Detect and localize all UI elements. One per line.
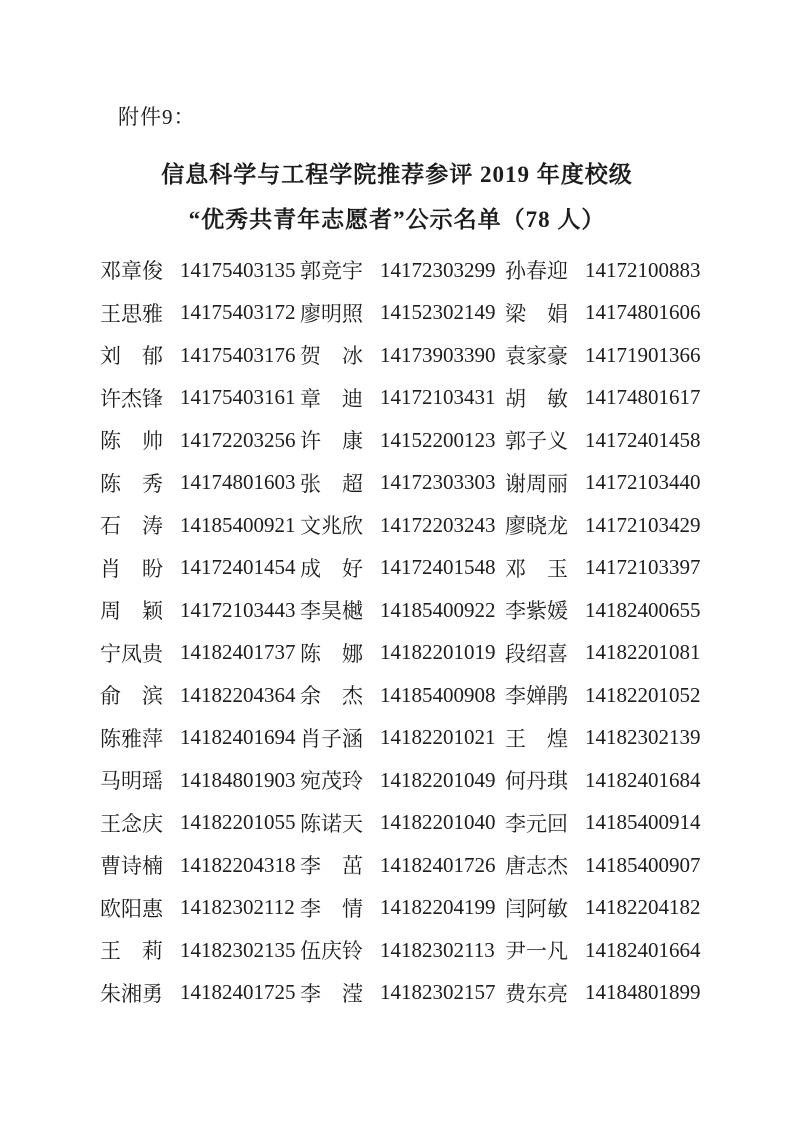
table-row	[100, 419, 701, 462]
student-name: 许杰锋	[100, 386, 163, 411]
student-name: 肖子涵	[300, 726, 363, 751]
student-id: 14182204199	[380, 895, 496, 920]
student-id: 14172401548	[380, 555, 496, 580]
table-row	[100, 717, 701, 760]
student-id: 14182302135	[180, 937, 296, 962]
student-id: 14172103397	[585, 555, 701, 580]
student-id: 14185400907	[585, 852, 701, 877]
student-name: 曹诗楠	[100, 854, 163, 879]
attachment-label: 附件9：	[118, 105, 196, 129]
student-name: 周 颖	[100, 599, 163, 624]
student-id: 14175403172	[180, 300, 296, 325]
student-id: 14185400914	[585, 810, 701, 835]
student-id: 14172103440	[585, 470, 701, 495]
student-id: 14182201055	[180, 810, 296, 835]
student-name: 王 莉	[100, 939, 163, 964]
student-id: 14175403135	[180, 257, 296, 282]
table-row	[100, 887, 701, 930]
student-id: 14182401737	[180, 640, 296, 665]
student-id: 14185400921	[180, 512, 296, 537]
student-name: 邓章俊	[100, 259, 163, 284]
table-row	[100, 929, 701, 972]
student-id: 14185400908	[380, 682, 496, 707]
student-id: 14182201052	[585, 682, 701, 707]
student-name: 李 情	[300, 896, 363, 921]
student-id: 14182204364	[180, 682, 296, 707]
student-id: 14182302112	[180, 895, 295, 920]
student-id: 14182302113	[380, 937, 495, 962]
student-id: 14172103443	[180, 597, 296, 622]
student-name: 王念庆	[100, 811, 163, 836]
student-name: 李 滢	[300, 981, 363, 1006]
student-id: 14182401684	[585, 767, 701, 792]
student-name: 郭子义	[505, 429, 568, 454]
student-id: 14172401458	[585, 427, 701, 452]
table-row	[100, 547, 701, 590]
student-name: 梁 娟	[505, 301, 568, 326]
student-name: 宛茂玲	[300, 769, 363, 794]
student-id: 14182400655	[585, 597, 701, 622]
student-id: 14182201021	[380, 725, 496, 750]
student-name: 胡 敏	[505, 386, 568, 411]
student-name: 肖 盼	[100, 556, 163, 581]
student-name: 张 超	[300, 471, 363, 496]
student-id: 14175403176	[180, 342, 296, 367]
student-id: 14171901366	[585, 342, 701, 367]
student-name: 陈雅萍	[100, 726, 163, 751]
student-name: 廖明照	[300, 301, 363, 326]
student-id: 14182204318	[180, 852, 296, 877]
student-name: 贺 冰	[300, 344, 363, 369]
student-name: 王 煌	[505, 726, 568, 751]
student-name: 尹一凡	[505, 939, 568, 964]
student-name: 费东亮	[505, 981, 568, 1006]
student-name: 闫阿敏	[505, 896, 568, 921]
table-row	[100, 632, 701, 675]
student-id: 14182204182	[585, 895, 701, 920]
student-id: 14182401664	[585, 937, 701, 962]
table-row	[100, 674, 701, 717]
student-name: 段绍喜	[505, 641, 568, 666]
student-id: 14174801617	[585, 385, 701, 410]
student-name: 李昊樾	[300, 599, 363, 624]
student-id: 14173903390	[380, 342, 496, 367]
table-row	[100, 462, 701, 505]
student-name: 李元回	[505, 811, 568, 836]
student-id: 14184801899	[585, 980, 701, 1005]
student-name: 袁家豪	[505, 344, 568, 369]
student-name: 何丹琪	[505, 769, 568, 794]
table-row	[100, 249, 701, 292]
table-row	[100, 759, 701, 802]
student-name: 伍庆铃	[300, 939, 363, 964]
student-id: 14182401694	[180, 725, 296, 750]
student-id: 14172303299	[380, 257, 496, 282]
table-row	[100, 802, 701, 845]
student-id: 14182302157	[380, 980, 496, 1005]
table-row	[100, 334, 701, 377]
student-name: 余 杰	[300, 684, 363, 709]
student-name: 欧阳惠	[100, 896, 163, 921]
student-id: 14185400922	[380, 597, 496, 622]
student-id: 14184801903	[180, 767, 296, 792]
student-id: 14182201049	[380, 767, 496, 792]
student-name: 陈 秀	[100, 471, 163, 496]
student-id: 14172100883	[585, 257, 701, 282]
student-id: 14172303303	[380, 470, 496, 495]
student-name: 章 迪	[300, 386, 363, 411]
student-name: 陈诺天	[300, 811, 363, 836]
student-name: 郭竞宇	[300, 259, 363, 284]
student-name: 成 好	[300, 556, 363, 581]
student-name: 马明瑶	[100, 769, 163, 794]
student-name: 孙春迎	[505, 259, 568, 284]
student-name: 俞 滨	[100, 684, 163, 709]
student-name: 李紫媛	[505, 599, 568, 624]
student-id: 14182401726	[380, 852, 496, 877]
student-id: 14152200123	[380, 427, 496, 452]
student-id: 14182302139	[585, 725, 701, 750]
table-row	[100, 377, 701, 420]
student-name: 刘 郁	[100, 344, 163, 369]
student-id: 14152302149	[380, 300, 496, 325]
student-name: 唐志杰	[505, 854, 568, 879]
student-id: 14182201081	[585, 640, 701, 665]
page-title-line1: 信息科学与工程学院推荐参评 2019 年度校级	[161, 162, 633, 187]
student-name: 石 涛	[100, 514, 163, 539]
student-name: 朱湘勇	[100, 981, 163, 1006]
student-name: 邓 玉	[505, 556, 568, 581]
table-row	[100, 589, 701, 632]
student-id: 14172203256	[180, 427, 296, 452]
student-name: 文兆欣	[300, 514, 363, 539]
student-name: 陈 娜	[300, 641, 363, 666]
student-name: 廖晓龙	[505, 514, 568, 539]
student-id: 14174801606	[585, 300, 701, 325]
student-name: 宁凤贵	[100, 641, 163, 666]
student-name: 李婵鹃	[505, 684, 568, 709]
student-name: 王思雅	[100, 301, 163, 326]
table-row	[100, 504, 701, 547]
table-row	[100, 972, 701, 1015]
student-id: 14182401725	[180, 980, 296, 1005]
student-id: 14172103429	[585, 512, 701, 537]
table-row	[100, 292, 701, 335]
page-title-line2: “优秀共青年志愿者”公示名单（78 人）	[188, 207, 606, 232]
student-name: 许 康	[300, 429, 363, 454]
student-name: 谢周丽	[505, 471, 568, 496]
student-id: 14182201019	[380, 640, 496, 665]
table-row	[100, 844, 701, 887]
student-id: 14172401454	[180, 555, 296, 580]
roster-table	[100, 249, 701, 1014]
student-id: 14174801603	[180, 470, 296, 495]
student-id: 14172103431	[380, 385, 496, 410]
student-id: 14172203243	[380, 512, 496, 537]
student-name: 李 茁	[300, 854, 363, 879]
student-name: 陈 帅	[100, 429, 163, 454]
student-id: 14175403161	[180, 385, 296, 410]
student-id: 14182201040	[380, 810, 496, 835]
